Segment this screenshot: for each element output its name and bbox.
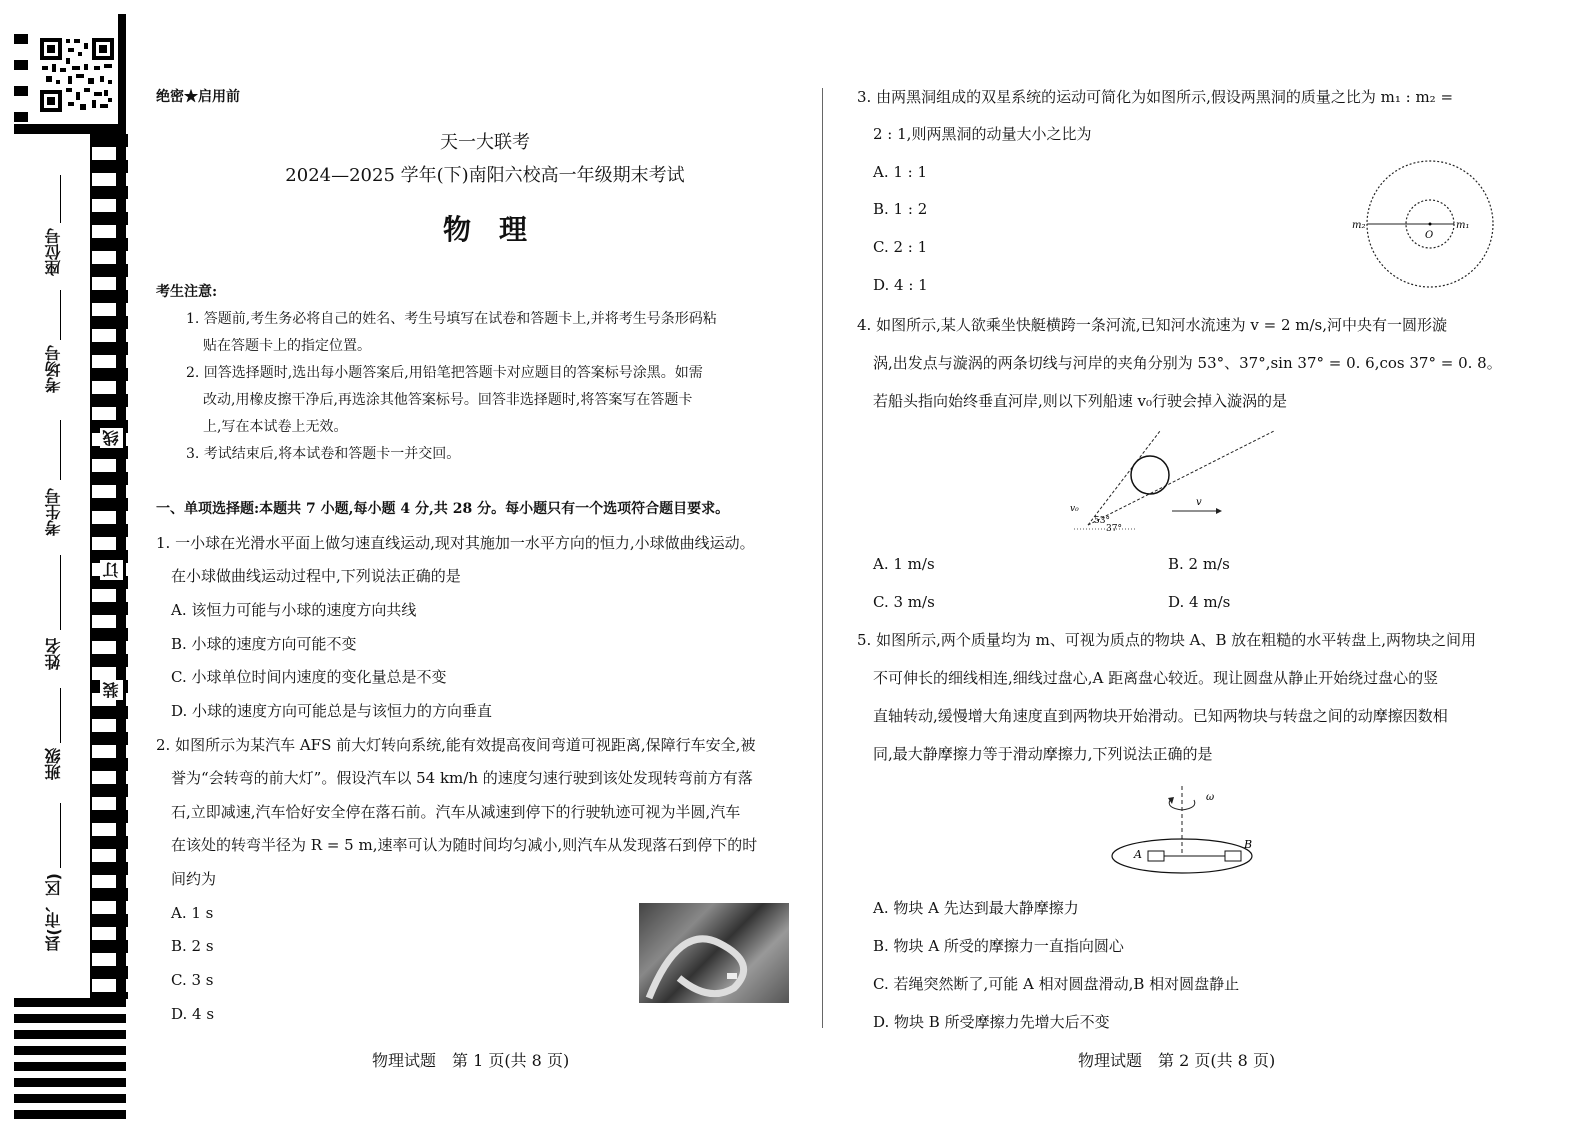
q1-stem: 1. 一小球在光滑水平面上做匀速直线运动,现对其施加一水平方向的恒力,小球做曲线运动。 bbox=[156, 534, 755, 552]
q1-option: C. 小球单位时间内速度的变化量总是不变 bbox=[171, 668, 447, 686]
bottom-barcode bbox=[14, 998, 126, 1124]
turntable-diagram bbox=[1106, 782, 1266, 880]
notice-item: 改动,用橡皮擦干净后,再选涂其他答案标号。回答非选择题时,将答案写在答题卡 bbox=[203, 392, 693, 408]
angle-53-label: 53° bbox=[1094, 516, 1110, 526]
exam-number-label: 考生号 bbox=[44, 488, 63, 536]
q1-stem: 在小球做曲线运动过程中,下列说法正确的是 bbox=[171, 567, 461, 585]
notice-heading: 考生注意: bbox=[156, 284, 218, 300]
county-label: 县(市、区) bbox=[44, 873, 63, 952]
q2-option: C. 3 s bbox=[171, 971, 214, 989]
notice-item: 1. 答题前,考生务必将自己的姓名、考生号填写在试卷和答题卡上,并将考生号条形码粘 bbox=[186, 311, 717, 327]
velocity-label: v bbox=[1196, 497, 1202, 508]
q4-stem: 若船头指向始终垂直河岸,则以下列船速 v₀行驶会掉入漩涡的是 bbox=[873, 392, 1288, 410]
q5-stem: 同,最大静摩擦力等于滑动摩擦力,下列说法正确的是 bbox=[873, 745, 1213, 763]
q5-stem: 不可伸长的细线相连,细线过盘心,A 距离盘心较近。现让圆盘从静止开始绕过盘心的竖 bbox=[873, 669, 1439, 687]
m2-label: m₂ bbox=[1352, 220, 1366, 231]
q5-stem: 直轴转动,缓慢增大角速度直到两物块开始滑动。已知两物块与转盘之间的动摩擦因数相 bbox=[873, 707, 1448, 725]
q4-option: D. 4 m/s bbox=[1168, 593, 1231, 611]
q3-option: A. 1 : 1 bbox=[873, 163, 928, 181]
q5-option: C. 若绳突然断了,可能 A 相对圆盘滑动,B 相对圆盘静止 bbox=[873, 975, 1240, 993]
section-heading: 一、单项选择题:本题共 7 小题,每小题 4 分,共 28 分。每小题只有一个选项符合题目要求。 bbox=[156, 501, 730, 517]
q5-option: D. 物块 B 所受摩擦力先增大后不变 bbox=[873, 1013, 1110, 1031]
binary-star-diagram bbox=[1348, 158, 1498, 292]
river-vortex-diagram bbox=[1066, 425, 1281, 537]
q5-stem: 5. 如图所示,两个质量均为 m、可视为质点的物块 A、B 放在粗糙的水平转盘上,两物块之间用 bbox=[857, 631, 1477, 649]
seat-number-label: 座位号 bbox=[44, 228, 63, 276]
column-divider bbox=[822, 88, 823, 1028]
org-name: 天一大联考 bbox=[440, 132, 530, 153]
q2-option: D. 4 s bbox=[171, 1005, 215, 1023]
q3-option: D. 4 : 1 bbox=[873, 276, 928, 294]
q2-option: B. 2 s bbox=[171, 937, 214, 955]
q4-option: C. 3 m/s bbox=[873, 593, 935, 611]
m1-label: m₁ bbox=[1456, 220, 1470, 231]
q1-option: B. 小球的速度方向可能不变 bbox=[171, 635, 357, 653]
confidential-label: 绝密★启用前 bbox=[156, 89, 240, 105]
q4-stem: 涡,出发点与漩涡的两条切线与河岸的夹角分别为 53°、37°,sin 37° = 0. 6,cos 37° = 0. 8。 bbox=[873, 354, 1502, 372]
q5-option: A. 物块 A 先达到最大静摩擦力 bbox=[873, 899, 1079, 917]
omega-label: ω bbox=[1206, 792, 1215, 803]
room-number-label: 考场号 bbox=[44, 345, 63, 393]
q1-option: A. 该恒力可能与小球的速度方向共线 bbox=[171, 601, 417, 619]
notice-item: 贴在答题卡上的指定位置。 bbox=[203, 338, 371, 354]
q2-stem: 间约为 bbox=[171, 870, 217, 888]
q4-option: B. 2 m/s bbox=[1168, 555, 1230, 573]
center-label: O bbox=[1425, 230, 1434, 241]
subject-title: 物 理 bbox=[442, 213, 527, 246]
q4-stem: 4. 如图所示,某人欲乘坐快艇横跨一条河流,已知河水流速为 v = 2 m/s,河中央有一圆形漩 bbox=[857, 316, 1448, 334]
mark-install: 装 bbox=[102, 682, 121, 698]
q2-stem: 在该处的转弯半径为 R = 5 m,速率可认为随时间均匀减小,则汽车从发现落石到停下的时 bbox=[171, 836, 758, 854]
q3-option: B. 1 : 2 bbox=[873, 200, 928, 218]
block-b-label: B bbox=[1244, 838, 1253, 851]
angle-37-label: 37° bbox=[1106, 524, 1122, 534]
boat-velocity-label: v₀ bbox=[1070, 504, 1079, 514]
class-label: 班级 bbox=[44, 748, 63, 780]
exam-title: 2024—2025 学年(下)南阳六校高一年级期末考试 bbox=[285, 165, 685, 186]
notice-item: 上,写在本试卷上无效。 bbox=[203, 419, 348, 435]
block-a-label: A bbox=[1134, 848, 1142, 861]
road-curve-photo bbox=[639, 903, 789, 1003]
q3-stem: 3. 由两黑洞组成的双星系统的运动可简化为如图所示,假设两黑洞的质量之比为 m₁ : m₂ = bbox=[857, 88, 1454, 106]
name-label: 姓名 bbox=[44, 638, 63, 670]
mark-line: 线 bbox=[102, 430, 121, 446]
q2-stem: 2. 如图所示为某汽车 AFS 前大灯转向系统,能有效提高夜间弯道可视距离,保障行车安全,被 bbox=[156, 736, 756, 754]
q2-stem: 石,立即减速,汽车恰好安全停在落石前。汽车从减速到停下的行驶轨迹可视为半圆,汽车 bbox=[171, 803, 741, 821]
q2-option: A. 1 s bbox=[171, 904, 214, 922]
q1-option: D. 小球的速度方向可能总是与该恒力的方向垂直 bbox=[171, 702, 493, 720]
q3-option: C. 2 : 1 bbox=[873, 238, 928, 256]
page-footer-right: 物理试题 第 2 页(共 8 页) bbox=[1078, 1051, 1276, 1070]
mark-bind: 订 bbox=[102, 562, 121, 578]
q2-stem: 誉为“会转弯的前大灯”。假设汽车以 54 km/h 的速度匀速行驶到该处发现转弯前方有落 bbox=[171, 769, 753, 787]
q4-option: A. 1 m/s bbox=[873, 555, 935, 573]
notice-item: 3. 考试结束后,将本试卷和答题卡一并交回。 bbox=[186, 446, 461, 462]
notice-item: 2. 回答选择题时,选出每小题答案后,用铅笔把答题卡对应题目的答案标号涂黑。如需 bbox=[186, 365, 703, 381]
qr-code-icon bbox=[38, 36, 116, 114]
q5-option: B. 物块 A 所受的摩擦力一直指向圆心 bbox=[873, 937, 1124, 955]
q3-stem: 2 : 1,则两黑洞的动量大小之比为 bbox=[873, 125, 1092, 143]
page-footer-left: 物理试题 第 1 页(共 8 页) bbox=[372, 1051, 570, 1070]
